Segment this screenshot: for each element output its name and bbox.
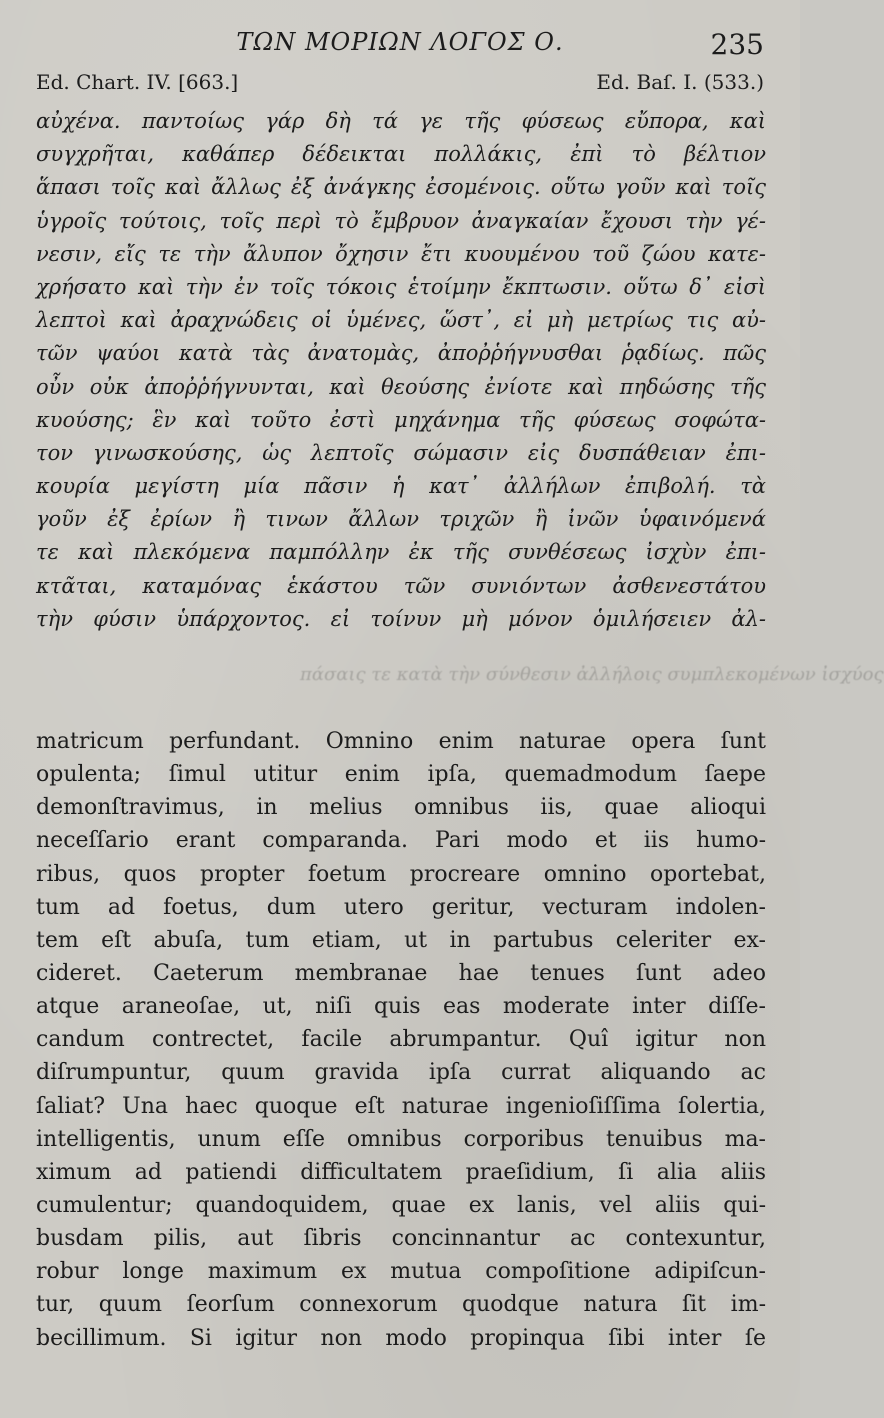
greek-line: τον γινωσκούσης, ὡς λεπτοῖς σώμασιν εἰς δυσπάθειαν ἐπι- bbox=[36, 440, 766, 465]
latin-line: cideret. Caeterum membranae hae tenues ſunt adeo bbox=[36, 960, 766, 986]
greek-line: χρήσατο καὶ τὴν ἐν τοῖς τόκοις ἑτοίμην ἔκπτωσιν. οὕτω δ᾽ εἰσὶ bbox=[36, 274, 766, 299]
latin-line: opulenta; ſimul utitur enim ipſa, quemadmodum ſaepe bbox=[36, 762, 766, 788]
latin-line: becillimum. Si igitur non modo propinqua ſibi inter ſe bbox=[36, 1325, 766, 1351]
greek-line: κυούσης; ἓν καὶ τοῦτο ἐστὶ μηχάνημα τῆς φύσεως σοφώτα- bbox=[36, 407, 766, 432]
latin-line: robur longe maximum ex mutua compoſitione adipiſcun- bbox=[36, 1259, 766, 1285]
latin-line: tem eſt abuſa, tum etiam, ut in partubus celeriter ex- bbox=[36, 927, 766, 953]
running-title: ΤΩΝ ΜΟΡΙΩΝ ΛΟΓΟΣ Ο. bbox=[236, 28, 564, 56]
greek-text-block bbox=[36, 105, 766, 636]
greek-line: τὴν φύσιν ὑπάρχοντος. εἰ τοίνυν μὴ μόνον ὁμιλήσειεν ἀλ- bbox=[36, 606, 766, 631]
latin-line: neceſſario erant comparanda. Pari modo et iis humo- bbox=[36, 828, 766, 854]
edition-chart-reference: Ed. Chart. IV. [663.] bbox=[36, 70, 239, 94]
greek-line: κουρία μεγίστη μία πᾶσιν ἡ κατ᾽ ἀλλήλων ἐπιβολή. τὰ bbox=[36, 474, 766, 499]
greek-line: συγχρῆται, καθάπερ δέδεικται πολλάκις, ἐπὶ τὸ βέλτιον bbox=[36, 142, 766, 167]
greek-line: ὑγροῖς τούτοις, τοῖς περὶ τὸ ἔμβρυον ἀναγκαίαν ἔχουσι τὴν γέ- bbox=[36, 208, 766, 233]
latin-line: demonſtravimus, in melius omnibus iis, quae alioqui bbox=[36, 795, 766, 821]
latin-line: diſrumpuntur, quum gravida ipſa currat aliquando ac bbox=[36, 1060, 766, 1086]
greek-line: ἅπασι τοῖς καὶ ἄλλως ἐξ ἀνάγκης ἐσομένοις. οὕτω γοῦν καὶ τοῖς bbox=[36, 175, 766, 200]
latin-line: ribus, quos propter foetum procreare omnino oportebat, bbox=[36, 861, 766, 887]
greek-line: λεπτοὶ καὶ ἀραχνώδεις οἱ ὑμένες, ὥστ᾽, εἰ μὴ μετρίως τις αὐ- bbox=[36, 308, 766, 333]
greek-line: τε καὶ πλεκόμενα παμπόλλην ἐκ τῆς συνθέσεως ἰσχὺν ἐπι- bbox=[36, 540, 766, 565]
latin-line: cumulentur; quandoquidem, quae ex lanis, vel aliis qui- bbox=[36, 1192, 766, 1218]
greek-line: νεσιν, εἴς τε τὴν ἄλυπον ὄχησιν ἔτι κυουμένου τοῦ ζώου κατε- bbox=[36, 241, 766, 266]
edition-basel-reference: Ed. Baſ. I. (533.) bbox=[596, 70, 764, 94]
greek-line: γοῦν ἐξ ἐρίων ἢ τινων ἄλλων τριχῶν ἢ ἰνῶν ὑφαινόμενά bbox=[36, 507, 766, 532]
bleed-through-text: πάσαις τε κατὰ τὴν σύνθεσιν ἀλλήλοις συμπλεκομένων ἰσχύος bbox=[300, 664, 884, 685]
latin-line: matricum perfundant. Omnino enim naturae opera ſunt bbox=[36, 729, 766, 754]
latin-line: intelligentis, unum eſſe omnibus corporibus tenuibus ma- bbox=[36, 1126, 766, 1152]
latin-line: busdam pilis, aut ſibris concinnantur ac contexuntur, bbox=[36, 1226, 766, 1252]
page-number: 235 bbox=[710, 28, 764, 61]
latin-line: candum contrectet, facile abrumpantur. Quî igitur non bbox=[36, 1027, 766, 1053]
greek-line: κτᾶται, καταμόνας ἑκάστου τῶν συνιόντων ἀσθενεστάτου bbox=[36, 573, 766, 598]
greek-line: αὐχένα. παντοίως γάρ δὴ τά γε τῆς φύσεως εὔπορα, καὶ bbox=[36, 109, 766, 133]
latin-text-block bbox=[36, 725, 766, 1355]
latin-line: ximum ad patiendi difficultatem praeſidium, ſi alia aliis bbox=[36, 1159, 766, 1185]
latin-line: tum ad foetus, dum utero geritur, vecturam indolen- bbox=[36, 894, 766, 920]
latin-line: atque araneoſae, ut, niſi quis eas moderate inter diſſe- bbox=[36, 994, 766, 1020]
latin-line: tur, quum ſeorſum connexorum quodque natura ſit im- bbox=[36, 1292, 766, 1318]
latin-line: ſaliat? Una haec quoque eſt naturae ingenioſiſſima ſolertia, bbox=[36, 1093, 766, 1119]
greek-line: οὖν οὐκ ἀποῤῥήγνυνται, καὶ θεούσης ἐνίοτε καὶ πηδώσης τῆς bbox=[36, 374, 766, 399]
greek-line: τῶν ψαύοι κατὰ τὰς ἀνατομὰς, ἀποῤῥήγνυσθαι ῥᾳδίως. πῶς bbox=[36, 341, 766, 366]
